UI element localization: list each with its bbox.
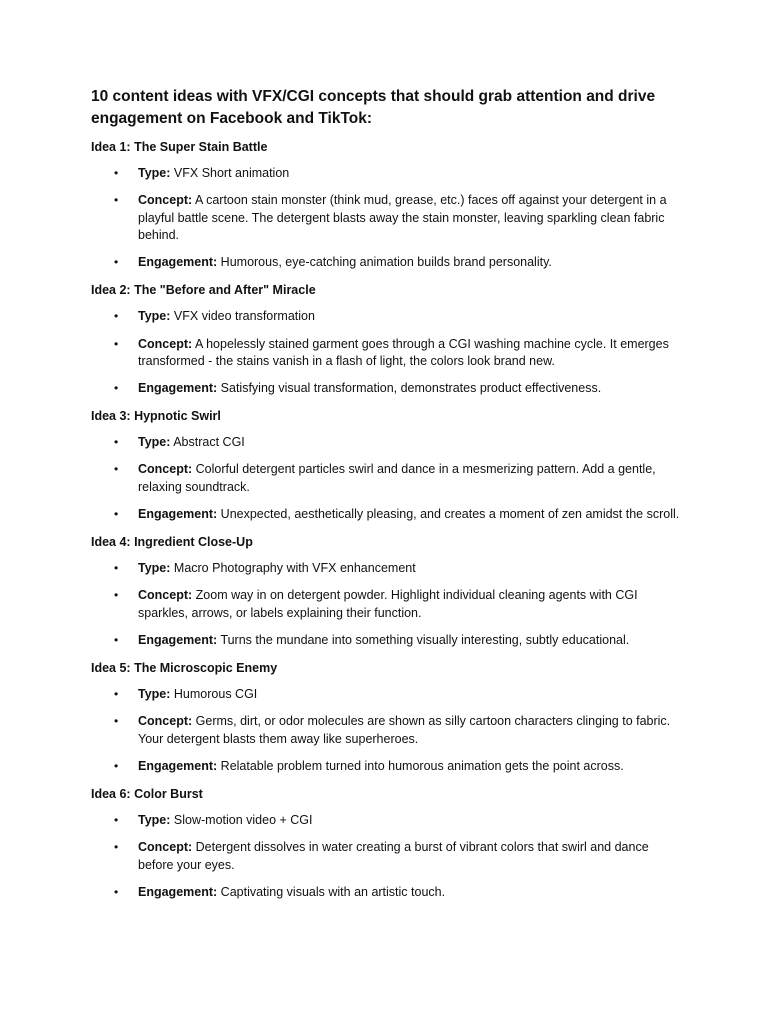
bullet-icon: • xyxy=(114,166,119,180)
item-text: Unexpected, aesthetically pleasing, and creates a moment of zen amidst the scroll. xyxy=(220,507,680,522)
item-text: Humorous CGI xyxy=(173,687,258,702)
item-text: Germs, dirt, or odor molecules are shown as silly cartoon characters clinging to fabric. Your detergent blasts them away like superheroes. xyxy=(138,714,671,746)
item-label: Concept: xyxy=(138,193,193,208)
idea-heading: Idea 5: The Microscopic Enemy xyxy=(91,661,278,676)
item-text: Macro Photography with VFX enhancement xyxy=(173,561,416,576)
idea-bullet-list xyxy=(91,686,682,775)
item-label: Type: xyxy=(138,687,171,702)
list-item xyxy=(91,506,682,524)
item-text: Colorful detergent particles swirl and dance in a mesmerizing pattern. Add a gentle, relaxing soundtrack. xyxy=(138,462,656,495)
list-item xyxy=(91,884,682,902)
item-text: Satisfying visual transformation, demonstrates product effectiveness. xyxy=(220,381,602,396)
idea-heading: Idea 3: Hypnotic Swirl xyxy=(91,409,221,424)
bullet-icon: • xyxy=(114,687,119,702)
bullet-icon: • xyxy=(114,309,119,324)
list-item xyxy=(91,336,682,371)
item-label: Engagement: xyxy=(138,381,218,396)
idea-bullet-list xyxy=(91,308,682,397)
idea-section xyxy=(91,407,682,523)
list-item xyxy=(91,812,682,830)
list-item xyxy=(91,839,682,874)
bullet-icon: • xyxy=(114,758,119,773)
list-item xyxy=(91,461,682,496)
idea-section xyxy=(91,785,682,901)
bullet-icon: • xyxy=(114,255,119,270)
idea-bullet-list xyxy=(91,165,682,272)
item-label: Engagement: xyxy=(138,255,218,270)
item-label: Type: xyxy=(138,309,171,324)
item-label: Concept: xyxy=(138,714,193,729)
item-label: Type: xyxy=(138,561,171,576)
bullet-icon: • xyxy=(114,435,119,450)
bullet-icon: • xyxy=(114,507,119,522)
item-text: Zoom way in on detergent powder. Highlight individual cleaning agents with CGI sparkles, arrows, or labels explaining their function. xyxy=(138,588,638,620)
list-item xyxy=(91,434,682,452)
idea-section xyxy=(91,281,682,397)
bullet-icon: • xyxy=(114,588,119,603)
list-item xyxy=(91,308,682,326)
bullet-icon: • xyxy=(114,812,119,827)
list-item xyxy=(91,758,682,776)
item-label: Engagement: xyxy=(138,884,218,899)
bullet-icon: • xyxy=(114,884,119,899)
list-item xyxy=(91,587,682,622)
item-text: Relatable problem turned into humorous animation gets the point across. xyxy=(220,758,624,773)
item-label: Concept: xyxy=(138,840,193,855)
bullet-icon: • xyxy=(114,561,119,576)
list-item xyxy=(91,632,682,650)
bullet-icon: • xyxy=(114,462,119,477)
item-text: Slow-motion video + CGI xyxy=(173,812,313,827)
document-title: 10 content ideas with VFX/CGI concepts that should grab attention and drive engagement on Facebook and TikTok: xyxy=(91,88,656,127)
item-text: A hopelessly stained garment goes through a CGI washing machine cycle. It emerges transformed - the stains vanish in a flash of light, the colors look brand new. xyxy=(138,336,669,369)
list-item xyxy=(91,686,682,704)
ideas-container xyxy=(91,138,682,901)
item-text: Humorous, eye-catching animation builds brand personality. xyxy=(220,255,552,270)
idea-section xyxy=(91,138,682,272)
idea-bullet-list xyxy=(91,812,682,901)
item-text: Turns the mundane into something visually interesting, subtly educational. xyxy=(220,633,630,647)
item-label: Type: xyxy=(138,812,171,827)
idea-heading: Idea 4: Ingredient Close-Up xyxy=(91,535,253,550)
idea-bullet-list xyxy=(91,434,682,523)
idea-heading: Idea 6: Color Burst xyxy=(91,786,203,801)
bullet-icon: • xyxy=(114,336,119,351)
bullet-icon: • xyxy=(114,633,119,647)
item-text: VFX video transformation xyxy=(173,309,315,324)
idea-bullet-list xyxy=(91,560,682,649)
list-item xyxy=(91,165,682,183)
bullet-icon: • xyxy=(114,840,119,855)
list-item xyxy=(91,254,682,272)
item-label: Concept: xyxy=(138,336,193,351)
idea-heading: Idea 1: The Super Stain Battle xyxy=(91,140,268,154)
item-label: Engagement: xyxy=(138,633,218,647)
bullet-icon: • xyxy=(114,714,119,729)
list-item xyxy=(91,192,682,245)
item-text: Captivating visuals with an artistic touch. xyxy=(220,884,446,899)
item-label: Type: xyxy=(138,166,171,180)
bullet-icon: • xyxy=(114,193,119,208)
item-label: Engagement: xyxy=(138,758,218,773)
bullet-icon: • xyxy=(114,381,119,396)
idea-section xyxy=(91,533,682,649)
list-item xyxy=(91,560,682,578)
item-text: A cartoon stain monster (think mud, grease, etc.) faces off against your detergent in a playful battle scene. The detergent blasts away the stain monster, leaving sparkling clean fabric behind. xyxy=(138,193,667,243)
item-text: VFX Short animation xyxy=(173,166,290,180)
list-item xyxy=(91,380,682,398)
item-label: Concept: xyxy=(138,462,193,477)
idea-section xyxy=(91,659,682,775)
item-label: Engagement: xyxy=(138,507,218,522)
item-text: Detergent dissolves in water creating a burst of vibrant colors that swirl and dance before your eyes. xyxy=(138,840,649,872)
idea-heading: Idea 2: The "Before and After" Miracle xyxy=(91,283,316,298)
item-label: Concept: xyxy=(138,588,193,603)
list-item xyxy=(91,713,682,748)
item-label: Type: xyxy=(138,435,171,450)
item-text: Abstract CGI xyxy=(173,435,245,450)
